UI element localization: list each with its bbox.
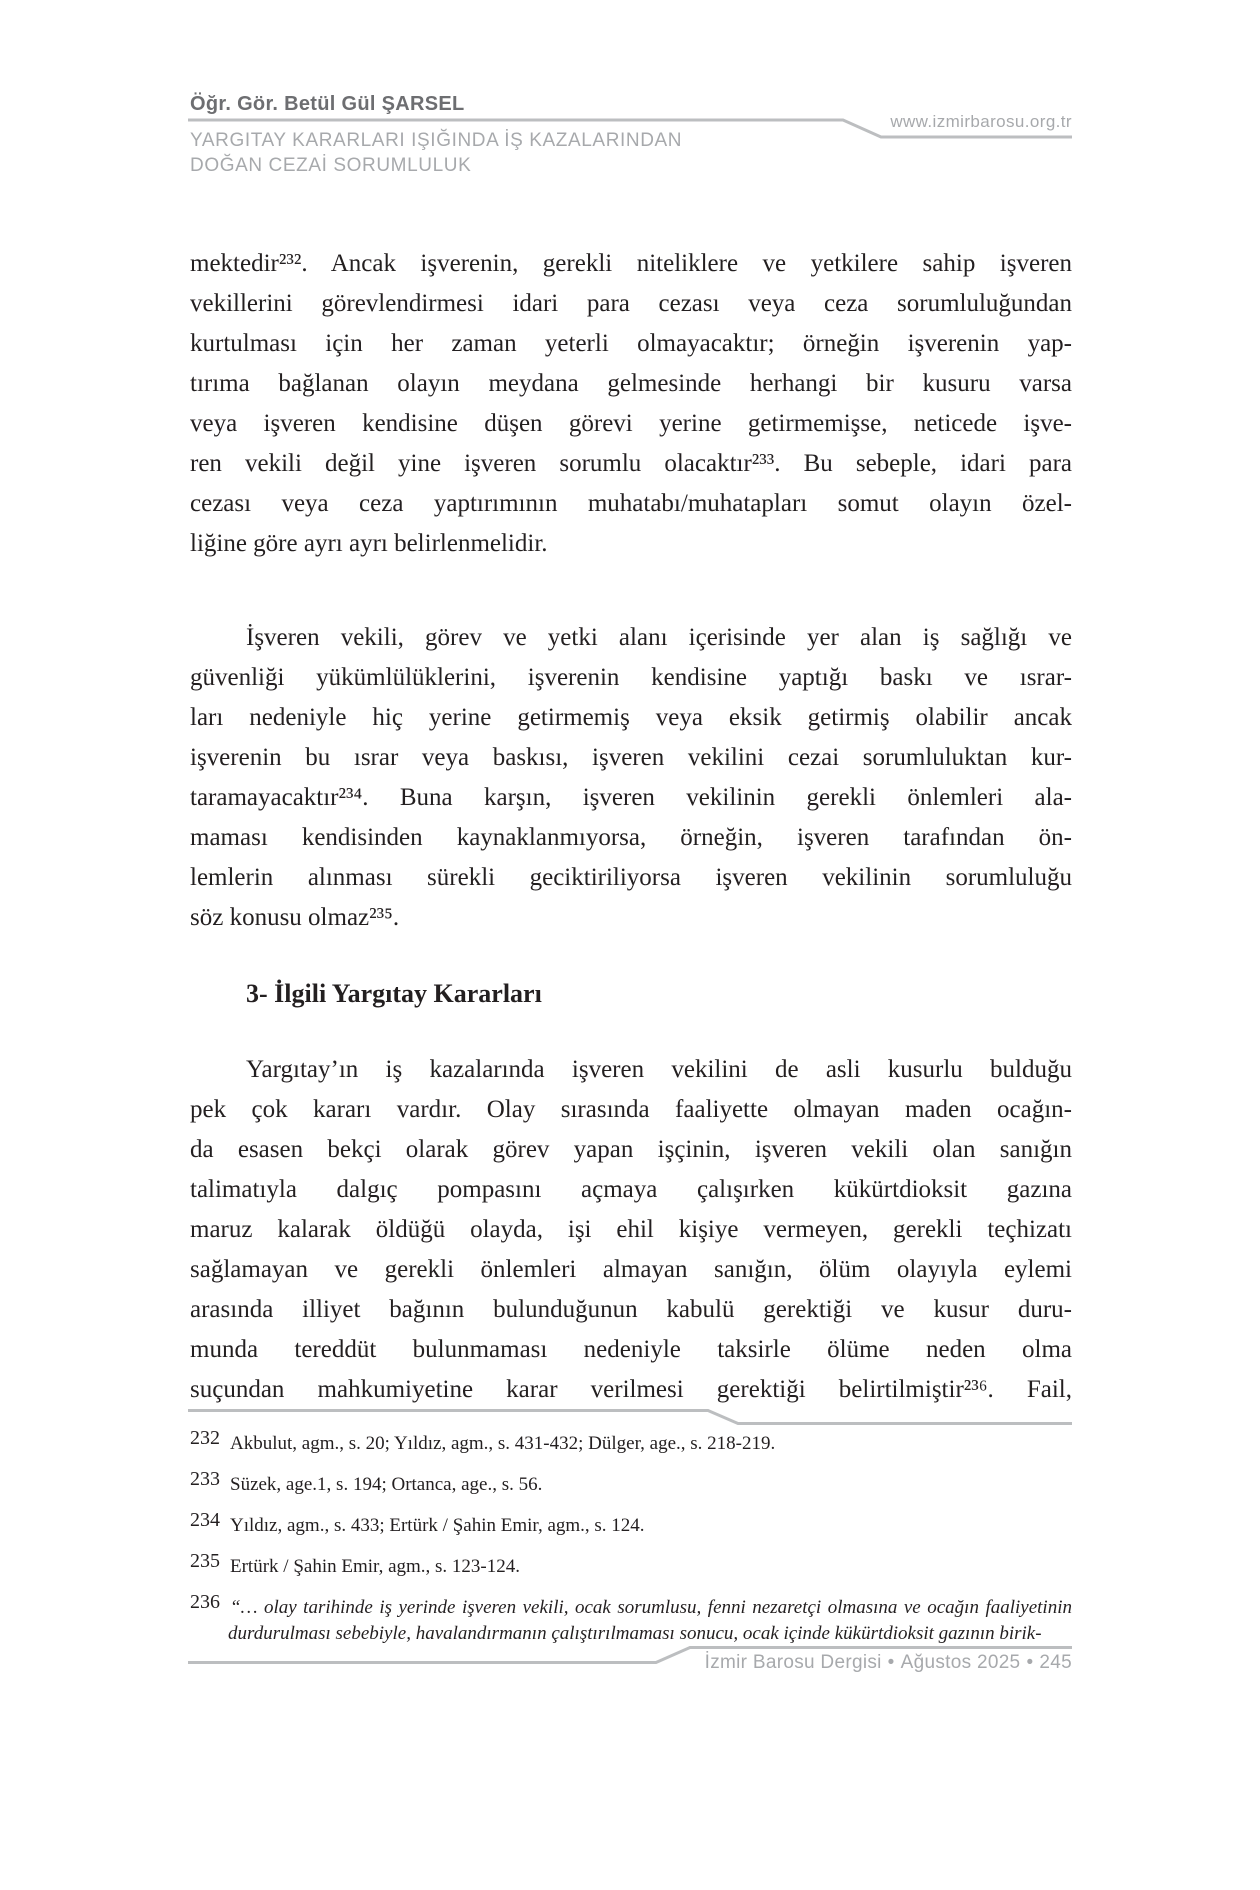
- body-line: tırıma bağlanan olayın meydana gelmesinde herhangi bir kusuru varsa: [190, 370, 1072, 397]
- footnote: [190, 1591, 1072, 1647]
- footer-page-number: 245: [1039, 1652, 1072, 1673]
- footer-issue: Ağustos 2025: [900, 1652, 1021, 1673]
- footer-separator-dot: •: [1026, 1652, 1034, 1673]
- body-line: pek çok kararı vardır. Olay sırasında faaliyette olmayan maden ocağın-: [190, 1096, 1072, 1123]
- journal-website-url: www.izmirbarosu.org.tr: [890, 112, 1072, 131]
- body-line: işverenin bu ısrar veya baskısı, işveren vekilini cezai sorumluluktan kur-: [190, 744, 1072, 771]
- footer-separator-dot: •: [887, 1652, 895, 1673]
- footnote: [190, 1550, 1072, 1580]
- body-line: vekillerini görevlendirmesi idari para cezası veya ceza sorumluluğundan: [190, 290, 1072, 317]
- article-body: [190, 244, 1072, 1410]
- body-line: lemlerin alınması sürekli geciktiriliyorsa işveren vekilinin sorumluluğu: [190, 864, 1072, 891]
- body-line: da esasen bekçi olarak görev yapan işçinin, işveren vekili olan sanığın: [190, 1136, 1072, 1163]
- paragraph-3: [190, 1050, 1072, 1410]
- footnote: [190, 1468, 1072, 1498]
- body-line: sağlamayan ve gerekli önlemleri almayan sanığın, ölüm olayıyla eylemi: [190, 1256, 1072, 1283]
- footnote-number: 236: [190, 1591, 220, 1613]
- section-heading: 3- İlgili Yargıtay Kararları: [246, 979, 542, 1008]
- body-line: İşveren vekili, görev ve yetki alanı içerisinde yer alan iş sağlığı ve: [246, 624, 1072, 651]
- footnote-divider-line: [188, 1408, 1072, 1426]
- footnote-number: 235: [190, 1550, 220, 1572]
- body-line: maruz kalarak öldüğü olayda, işi ehil kişiye vermeyen, gerekli teçhizatı: [190, 1216, 1072, 1243]
- footnote-number: 234: [190, 1509, 220, 1531]
- body-line: veya işveren kendisine düşen görevi yerine getirmemişse, neticede işve-: [190, 410, 1072, 437]
- body-line: liğine göre ayrı ayrı belirlenmelidir.: [190, 530, 548, 557]
- paragraph-2: [190, 618, 1072, 938]
- footnote: [190, 1509, 1072, 1539]
- footnote-number: 233: [190, 1468, 220, 1490]
- footnote-text: “… olay tarihinde iş yerinde işveren vekili, ocak sorumlusu, fenni nezaretçi olmasına ve ocağın faaliyetinin durdurulması sebebiyle, havalandırmanın çalıştırılmaması sonucu, ocak içinde kükürtdioksit gazının birik-: [228, 1597, 1072, 1644]
- footnote-text: Akbulut, agm., s. 20; Yıldız, agm., s. 431-432; Dülger, age., s. 218-219.: [230, 1433, 776, 1454]
- footer-journal-name: İzmir Barosu Dergisi: [704, 1652, 882, 1673]
- article-title-line-2: DOĞAN CEZAİ SORUMLULUK: [190, 155, 472, 176]
- body-line: suçundan mahkumiyetine karar verilmesi gerektiği belirtilmiştir²³⁶. Fail,: [190, 1376, 1072, 1403]
- body-line: ren vekili değil yine işveren sorumlu olacaktır²³³. Bu sebeple, idari para: [190, 450, 1072, 477]
- body-line: kurtulması için her zaman yeterli olmayacaktır; örneğin işverenin yap-: [190, 330, 1072, 357]
- body-line: mektedir²³². Ancak işverenin, gerekli niteliklere ve yetkilere sahip işveren: [190, 250, 1072, 277]
- footnote-text: Yıldız, agm., s. 433; Ertürk / Şahin Emir, agm., s. 124.: [230, 1515, 645, 1536]
- footnotes-section: [190, 1427, 1072, 1661]
- paragraph-1: [190, 244, 1072, 564]
- footnote: [190, 1427, 1072, 1457]
- page-header-author: Öğr. Gör. Betül Gül ŞARSEL: [190, 93, 465, 115]
- body-line: talimatıyla dalgıç pompasını açmaya çalışırken kükürtdioksit gazına: [190, 1176, 1072, 1203]
- footnote-number: 232: [190, 1427, 220, 1449]
- body-line: taramayacaktır²³⁴. Buna karşın, işveren vekilinin gerekli önlemleri ala-: [190, 784, 1072, 811]
- footnote-text: Ertürk / Şahin Emir, agm., s. 123-124.: [230, 1556, 521, 1577]
- body-line: söz konusu olmaz²³⁵.: [190, 904, 400, 931]
- body-line: arasında illiyet bağının bulunduğunun kabulü gerektiği ve kusur duru-: [190, 1296, 1072, 1323]
- body-line: maması kendisinden kaynaklanmıyorsa, örneğin, işveren tarafından ön-: [190, 824, 1072, 851]
- article-title-line-1: YARGITAY KARARLARI IŞIĞINDA İŞ KAZALARINDAN: [190, 130, 683, 151]
- body-line: ları nedeniyle hiç yerine getirmemiş veya eksik getirmiş olabilir ancak: [190, 704, 1072, 731]
- body-line: güvenliği yükümlülüklerini, işverenin kendisine yaptığı baskı ve ısrar-: [190, 664, 1072, 691]
- article-title: [190, 128, 682, 178]
- body-line: cezası veya ceza yaptırımının muhatabı/muhatapları somut olayın özel-: [190, 490, 1072, 517]
- page-footer: [705, 1652, 1072, 1674]
- body-line: munda tereddüt bulunmaması nedeniyle taksirle ölüme neden olma: [190, 1336, 1072, 1363]
- footnote-text: Süzek, age.1, s. 194; Ortanca, age., s. 56.: [230, 1474, 543, 1495]
- body-line: Yargıtay’ın iş kazalarında işveren vekilini de asli kusurlu bulduğu: [246, 1056, 1072, 1083]
